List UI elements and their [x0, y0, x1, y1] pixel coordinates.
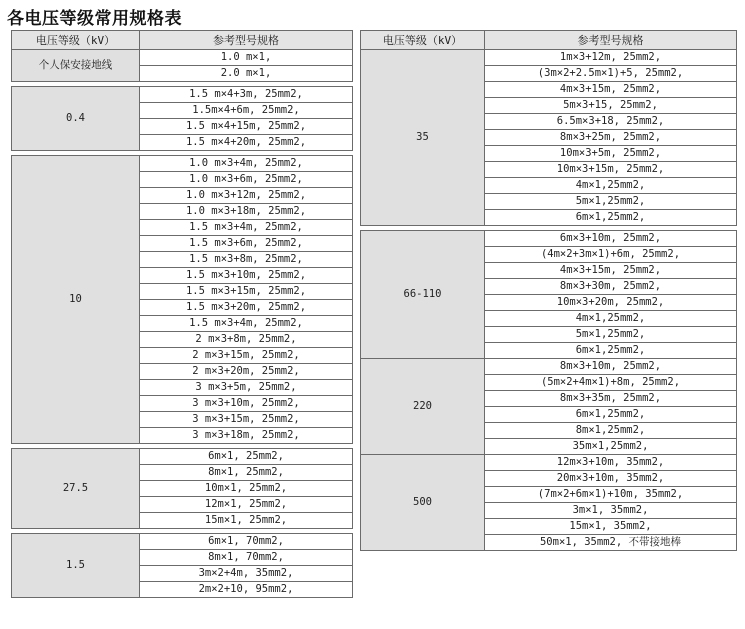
- spec-cell: 2m×2+10, 95mm2,: [140, 582, 353, 598]
- spec-cell: 1.0 m×3+12m, 25mm2,: [140, 188, 353, 204]
- spec-cell: 2.0 m×1,: [140, 66, 353, 82]
- spec-cell: 15m×1, 35mm2,: [485, 519, 737, 535]
- spec-cell: 8m×3+10m, 25mm2,: [485, 359, 737, 375]
- spec-cell: 2 m×3+20m, 25mm2,: [140, 364, 353, 380]
- spec-cell: 1.0 m×1,: [140, 50, 353, 66]
- spec-cell: 8m×1, 70mm2,: [140, 550, 353, 566]
- spec-cell: 3m×1, 35mm2,: [485, 503, 737, 519]
- header-row: [12, 31, 353, 50]
- spec-cell: 5m×3+15, 25mm2,: [485, 98, 737, 114]
- spec-cell: 1.0 m×3+6m, 25mm2,: [140, 172, 353, 188]
- voltage-column-header: 电压等级（kV）: [361, 31, 485, 50]
- spec-cell: 1.5 m×3+8m, 25mm2,: [140, 252, 353, 268]
- spec-cell: 6m×1,25mm2,: [485, 407, 737, 423]
- spec-cell: 5m×1,25mm2,: [485, 194, 737, 210]
- voltage-level-cell: 35: [361, 50, 485, 226]
- spec-cell: 4m×1,25mm2,: [485, 178, 737, 194]
- spec-cell: 3m×2+4m, 35mm2,: [140, 566, 353, 582]
- spec-cell: 3 m×3+10m, 25mm2,: [140, 396, 353, 412]
- spec-cell: 20m×3+10m, 35mm2,: [485, 471, 737, 487]
- spec-cell: 2 m×3+8m, 25mm2,: [140, 332, 353, 348]
- spec-cell: 1.5 m×3+20m, 25mm2,: [140, 300, 353, 316]
- voltage-level-cell: 27.5: [12, 449, 140, 529]
- table-row: [12, 449, 353, 465]
- spec-cell: 8m×3+25m, 25mm2,: [485, 130, 737, 146]
- voltage-column-header: 电压等级（kV）: [12, 31, 140, 50]
- table-row: [12, 534, 353, 550]
- spec-cell: 6m×3+10m, 25mm2,: [485, 231, 737, 247]
- spec-cell: 1.5 m×4+20m, 25mm2,: [140, 135, 353, 151]
- spec-cell: 6m×1,25mm2,: [485, 343, 737, 359]
- table-row: [12, 156, 353, 172]
- spec-cell: 6.5m×3+18, 25mm2,: [485, 114, 737, 130]
- voltage-level-cell: 66-110: [361, 231, 485, 359]
- spec-cell: 10m×1, 25mm2,: [140, 481, 353, 497]
- spec-cell: 50m×1, 35mm2, 不带接地棒: [485, 535, 737, 551]
- spec-cell: 35m×1,25mm2,: [485, 439, 737, 455]
- table-row: [12, 50, 353, 66]
- spec-cell: 1.5 m×3+4m, 25mm2,: [140, 316, 353, 332]
- voltage-level-cell: 1.5: [12, 534, 140, 598]
- spec-cell: 1.5 m×3+10m, 25mm2,: [140, 268, 353, 284]
- spec-cell: 4m×3+15m, 25mm2,: [485, 263, 737, 279]
- spec-cell: 12m×1, 25mm2,: [140, 497, 353, 513]
- spec-cell: 10m×3+5m, 25mm2,: [485, 146, 737, 162]
- voltage-level-cell: 10: [12, 156, 140, 444]
- voltage-level-cell: 500: [361, 455, 485, 551]
- spec-cell: 1.0 m×3+18m, 25mm2,: [140, 204, 353, 220]
- spec-cell: 1.5 m×3+6m, 25mm2,: [140, 236, 353, 252]
- spec-cell: 8m×3+35m, 25mm2,: [485, 391, 737, 407]
- spec-cell: 2 m×3+15m, 25mm2,: [140, 348, 353, 364]
- voltage-level-cell: 0.4: [12, 87, 140, 151]
- spec-cell: 8m×3+30m, 25mm2,: [485, 279, 737, 295]
- spec-cell: (7m×2+6m×1)+10m, 35mm2,: [485, 487, 737, 503]
- spec-cell: 1.0 m×3+4m, 25mm2,: [140, 156, 353, 172]
- spec-cell: 1.5 m×4+15m, 25mm2,: [140, 119, 353, 135]
- voltage-level-cell: 220: [361, 359, 485, 455]
- table-row: [361, 455, 737, 471]
- spec-cell: 6m×1,25mm2,: [485, 210, 737, 226]
- spec-cell: (4m×2+3m×1)+6m, 25mm2,: [485, 247, 737, 263]
- spec-cell: 1.5 m×3+4m, 25mm2,: [140, 220, 353, 236]
- spec-table-right: [360, 30, 737, 551]
- spec-cell: 5m×1,25mm2,: [485, 327, 737, 343]
- spec-cell: 1.5m×4+6m, 25mm2,: [140, 103, 353, 119]
- spec-cell: 10m×3+15m, 25mm2,: [485, 162, 737, 178]
- spec-cell: 12m×3+10m, 35mm2,: [485, 455, 737, 471]
- spec-table-left: [11, 30, 353, 598]
- spec-cell: 6m×1, 25mm2,: [140, 449, 353, 465]
- spec-cell: (3m×2+2.5m×1)+5, 25mm2,: [485, 66, 737, 82]
- spec-cell: 6m×1, 70mm2,: [140, 534, 353, 550]
- spec-cell: 1.5 m×4+3m, 25mm2,: [140, 87, 353, 103]
- spec-column-header: 参考型号规格: [140, 31, 353, 50]
- spec-cell: 4m×3+15m, 25mm2,: [485, 82, 737, 98]
- spec-cell: 1m×3+12m, 25mm2,: [485, 50, 737, 66]
- spec-cell: 3 m×3+15m, 25mm2,: [140, 412, 353, 428]
- spec-cell: 4m×1,25mm2,: [485, 311, 737, 327]
- spec-cell: 3 m×3+18m, 25mm2,: [140, 428, 353, 444]
- voltage-level-cell: 个人保安接地线: [12, 50, 140, 82]
- page-title: 各电压等级常用规格表: [7, 9, 182, 29]
- spec-cell: (5m×2+4m×1)+8m, 25mm2,: [485, 375, 737, 391]
- table-row: [12, 87, 353, 103]
- spec-cell: 8m×1,25mm2,: [485, 423, 737, 439]
- spec-cell: 8m×1, 25mm2,: [140, 465, 353, 481]
- spec-cell: 15m×1, 25mm2,: [140, 513, 353, 529]
- spec-column-header: 参考型号规格: [485, 31, 737, 50]
- table-row: [361, 50, 737, 66]
- spec-cell: 1.5 m×3+15m, 25mm2,: [140, 284, 353, 300]
- table-row: [361, 359, 737, 375]
- header-row: [361, 31, 737, 50]
- spec-cell: 10m×3+20m, 25mm2,: [485, 295, 737, 311]
- table-row: [361, 231, 737, 247]
- spec-cell: 3 m×3+5m, 25mm2,: [140, 380, 353, 396]
